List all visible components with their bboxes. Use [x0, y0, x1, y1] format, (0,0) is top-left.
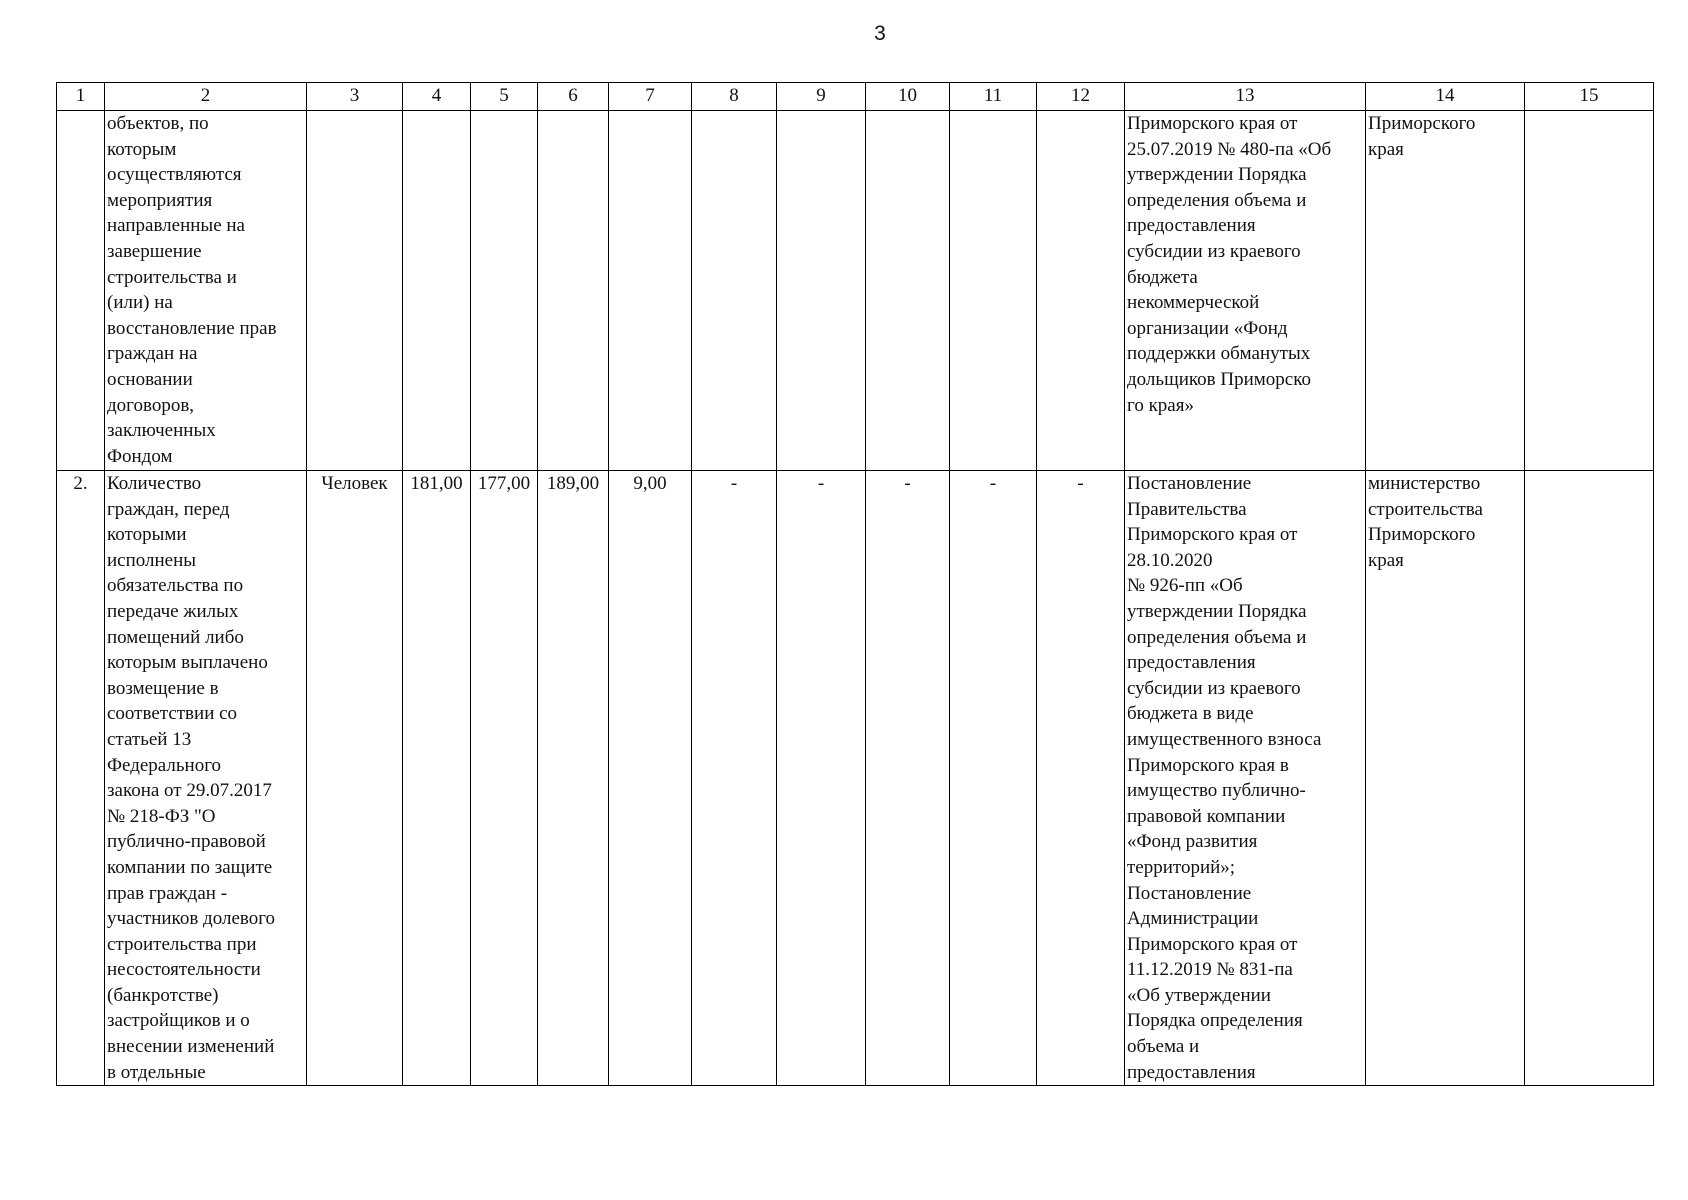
- cell-text-line: го края»: [1127, 394, 1194, 416]
- value-cell: [403, 111, 471, 471]
- cell-text-line: которым выплачено: [107, 652, 268, 674]
- cell-text-line: строительства при: [107, 933, 257, 955]
- cell-text-line: строительства: [1368, 498, 1483, 520]
- cell-text-line: Фондом: [107, 445, 173, 467]
- value-cell: -: [777, 471, 866, 1086]
- cell-text-line: которыми: [107, 524, 187, 546]
- cell-text-line: «Фонд развития: [1127, 831, 1258, 853]
- cell-text-line: предоставления: [1127, 215, 1256, 237]
- cell-text-line: объектов, по: [107, 113, 209, 134]
- indicator-name-cell: [105, 111, 307, 471]
- header-cell: 10: [866, 83, 950, 111]
- legal-basis-cell: [1125, 471, 1366, 1086]
- cell-text-line: субсидии из краевого: [1127, 240, 1301, 262]
- cell-text-line: № 926-пп «Об: [1127, 575, 1243, 597]
- header-cell: 11: [950, 83, 1037, 111]
- cell-text-line: Администрации: [1127, 908, 1259, 930]
- cell-text-line: 11.12.2019 № 831-па: [1127, 959, 1293, 981]
- value-cell: [866, 111, 950, 471]
- cell-text-line: (или) на: [107, 292, 173, 314]
- cell-text-line: края: [1368, 138, 1404, 160]
- data-table: [56, 82, 1654, 1086]
- cell-text-line: заключенных: [107, 420, 216, 442]
- cell-text-line: завершение: [107, 240, 202, 262]
- row-index-cell: [57, 111, 105, 471]
- cell-text-line: дольщиков Приморско: [1127, 368, 1311, 390]
- cell-text-line: которым: [107, 138, 177, 160]
- cell-text-line: субсидии из краевого: [1127, 677, 1301, 699]
- cell-text-line: № 218-ФЗ "О: [107, 805, 216, 827]
- cell-text-line: несостоятельности: [107, 959, 261, 981]
- value-cell: -: [866, 471, 950, 1086]
- header-cell: 9: [777, 83, 866, 111]
- cell-text-line: имущественного взноса: [1127, 728, 1322, 750]
- cell-text-line: обязательства по: [107, 575, 244, 597]
- page-number: 3: [874, 22, 886, 45]
- cell-text-line: передаче жилых: [107, 600, 239, 622]
- cell-text-line: Количество: [107, 473, 202, 494]
- cell-text-line: осуществляются: [107, 164, 242, 186]
- header-cell: 12: [1037, 83, 1125, 111]
- cell-text-line: граждан, перед: [107, 498, 230, 520]
- cell-text-line: поддержки обманутых: [1127, 343, 1311, 365]
- cell-text-line: бюджета в виде: [1127, 703, 1254, 725]
- unit-cell: [307, 111, 403, 471]
- cell-text-line: объема и: [1127, 1036, 1200, 1058]
- header-cell: 5: [471, 83, 538, 111]
- cell-text-line: публично-правовой: [107, 831, 266, 853]
- cell-text-line: «Об утверждении: [1127, 984, 1271, 1006]
- cell-text-line: договоров,: [107, 394, 195, 416]
- cell-text-line: закона от 29.07.2017: [107, 780, 272, 802]
- cell-text-line: организации «Фонд: [1127, 317, 1288, 339]
- header-cell: 15: [1525, 83, 1654, 111]
- cell-text-line: бюджета: [1127, 266, 1198, 288]
- value-cell: 181,00: [403, 471, 471, 1086]
- cell-text-line: соответствии со: [107, 703, 238, 725]
- cell-text-line: 25.07.2019 № 480-па «Об: [1127, 138, 1332, 160]
- cell-text-line: статьей 13: [107, 728, 192, 750]
- cell-text-line: Приморского края от: [1127, 524, 1298, 546]
- row-index-cell: 2.: [57, 471, 105, 1086]
- cell-text-line: предоставления: [1127, 1061, 1256, 1083]
- legal-basis-cell: [1125, 111, 1366, 471]
- cell-text-line: министерство: [1368, 473, 1481, 494]
- cell-text-line: некоммерческой: [1127, 292, 1260, 314]
- cell-text-line: внесении изменений: [107, 1036, 275, 1058]
- value-cell: [950, 111, 1037, 471]
- empty-cell: [1525, 111, 1654, 471]
- cell-text-line: в отдельные: [107, 1061, 206, 1083]
- cell-text-line: Приморского края от: [1127, 933, 1298, 955]
- cell-text-line: прав граждан -: [107, 882, 228, 904]
- cell-text-line: определения объема и: [1127, 626, 1307, 648]
- cell-text-line: исполнены: [107, 549, 197, 571]
- cell-text-line: компании по защите: [107, 856, 273, 878]
- value-cell: 189,00: [538, 471, 609, 1086]
- unit-cell: Человек: [307, 471, 403, 1086]
- cell-text-line: края: [1368, 549, 1404, 571]
- cell-text-line: мероприятия: [107, 189, 213, 211]
- cell-text-line: Правительства: [1127, 498, 1247, 520]
- cell-text-line: утверждении Порядка: [1127, 600, 1307, 622]
- cell-text-line: Приморского края в: [1127, 754, 1289, 776]
- header-cell: 4: [403, 83, 471, 111]
- value-cell: [609, 111, 692, 471]
- cell-text-line: застройщиков и о: [107, 1010, 250, 1032]
- header-cell: 6: [538, 83, 609, 111]
- cell-text-line: участников долевого: [107, 908, 276, 930]
- table-row: [57, 471, 1654, 1086]
- cell-text-line: имущество публично-: [1127, 780, 1306, 802]
- value-cell: -: [950, 471, 1037, 1086]
- cell-text-line: основании: [107, 368, 193, 390]
- value-cell: 9,00: [609, 471, 692, 1086]
- cell-text-line: Постановление: [1127, 882, 1252, 904]
- cell-text-line: направленные на: [107, 215, 245, 237]
- cell-text-line: Порядка определения: [1127, 1010, 1303, 1032]
- cell-text-line: Приморского края от: [1127, 113, 1298, 134]
- cell-text-line: строительства и: [107, 266, 237, 288]
- responsible-cell: [1366, 471, 1525, 1086]
- cell-text-line: Приморского: [1368, 524, 1476, 546]
- value-cell: [471, 111, 538, 471]
- header-row: [57, 83, 1654, 111]
- cell-text-line: (банкротстве): [107, 984, 219, 1006]
- cell-text-line: утверждении Порядка: [1127, 164, 1307, 186]
- cell-text-line: территорий»;: [1127, 856, 1236, 878]
- value-cell: [538, 111, 609, 471]
- header-cell: 14: [1366, 83, 1525, 111]
- header-cell: 7: [609, 83, 692, 111]
- header-cell: 8: [692, 83, 777, 111]
- cell-text-line: предоставления: [1127, 652, 1256, 674]
- cell-text-line: помещений либо: [107, 626, 244, 648]
- cell-text-line: Федерального: [107, 754, 222, 776]
- empty-cell: [1525, 471, 1654, 1086]
- cell-text-line: определения объема и: [1127, 189, 1307, 211]
- cell-text-line: 28.10.2020: [1127, 549, 1213, 571]
- cell-text-line: правовой компании: [1127, 805, 1286, 827]
- header-cell: 2: [105, 83, 307, 111]
- cell-text-line: Приморского: [1368, 113, 1476, 134]
- cell-text-line: возмещение в: [107, 677, 219, 699]
- value-cell: [1037, 111, 1125, 471]
- cell-text-line: восстановление прав: [107, 317, 277, 339]
- value-cell: 177,00: [471, 471, 538, 1086]
- value-cell: [692, 111, 777, 471]
- value-cell: -: [692, 471, 777, 1086]
- value-cell: [777, 111, 866, 471]
- header-cell: 1: [57, 83, 105, 111]
- header-cell: 3: [307, 83, 403, 111]
- value-cell: -: [1037, 471, 1125, 1086]
- table-row: [57, 111, 1654, 471]
- indicator-name-cell: [105, 471, 307, 1086]
- responsible-cell: [1366, 111, 1525, 471]
- cell-text-line: Постановление: [1127, 473, 1252, 494]
- cell-text-line: граждан на: [107, 343, 198, 365]
- header-cell: 13: [1125, 83, 1366, 111]
